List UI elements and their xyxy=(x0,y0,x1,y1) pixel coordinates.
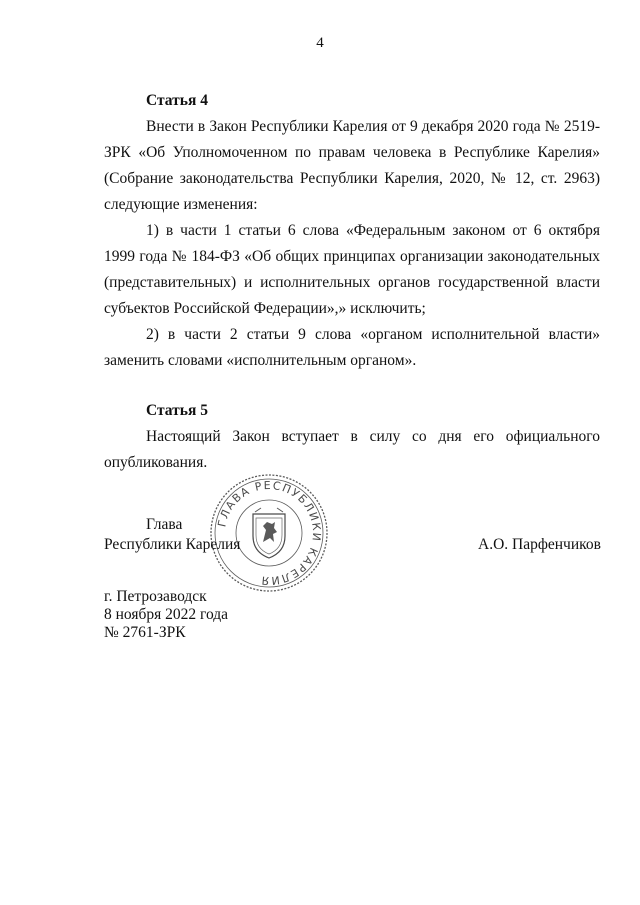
law-number: № 2761-ЗРК xyxy=(104,624,186,641)
signing-date: 8 ноября 2022 года xyxy=(104,606,229,623)
signatory-name: А.О. Парфенчиков xyxy=(478,536,601,553)
page-number: 4 xyxy=(316,35,324,51)
place-of-signing: г. Петрозаводск xyxy=(104,588,207,605)
article-4-title: Статья 4 xyxy=(146,92,208,109)
article-4-paragraph-1: Внести в Закон Республики Карелия от 9 декабря 2020 года № 2519-ЗРК «Об Уполномоченном по правам человека в Республике Карелия» (Собрание законодательства Республики Карелия, 2020, № 12, ст. 2963) следующие изменения: xyxy=(104,118,600,213)
article-5-title: Статья 5 xyxy=(146,402,208,419)
coat-of-arms-icon xyxy=(253,508,285,558)
seal-text: ГЛАВА РЕСПУБЛИКИ КАРЕЛИЯ xyxy=(215,478,324,588)
signatory-title-line-1: Глава xyxy=(146,516,183,533)
article-5-paragraph-1: Настоящий Закон вступает в силу со дня его официального опубликования. xyxy=(104,428,600,471)
article-4-paragraph-2: 1) в части 1 статьи 6 слова «Федеральным законом от 6 октября 1999 года № 184-ФЗ «Об общих принципах организации законодательных (представительных) и исполнительных органов государственной власти субъектов Российской Федерации»,» исключить; xyxy=(104,222,600,317)
signatory-title-line-2: Республики Карелия xyxy=(104,536,241,553)
article-4-paragraph-3: 2) в части 2 статьи 9 слова «органом исполнительной власти» заменить словами «исполнительным органом». xyxy=(104,326,600,369)
